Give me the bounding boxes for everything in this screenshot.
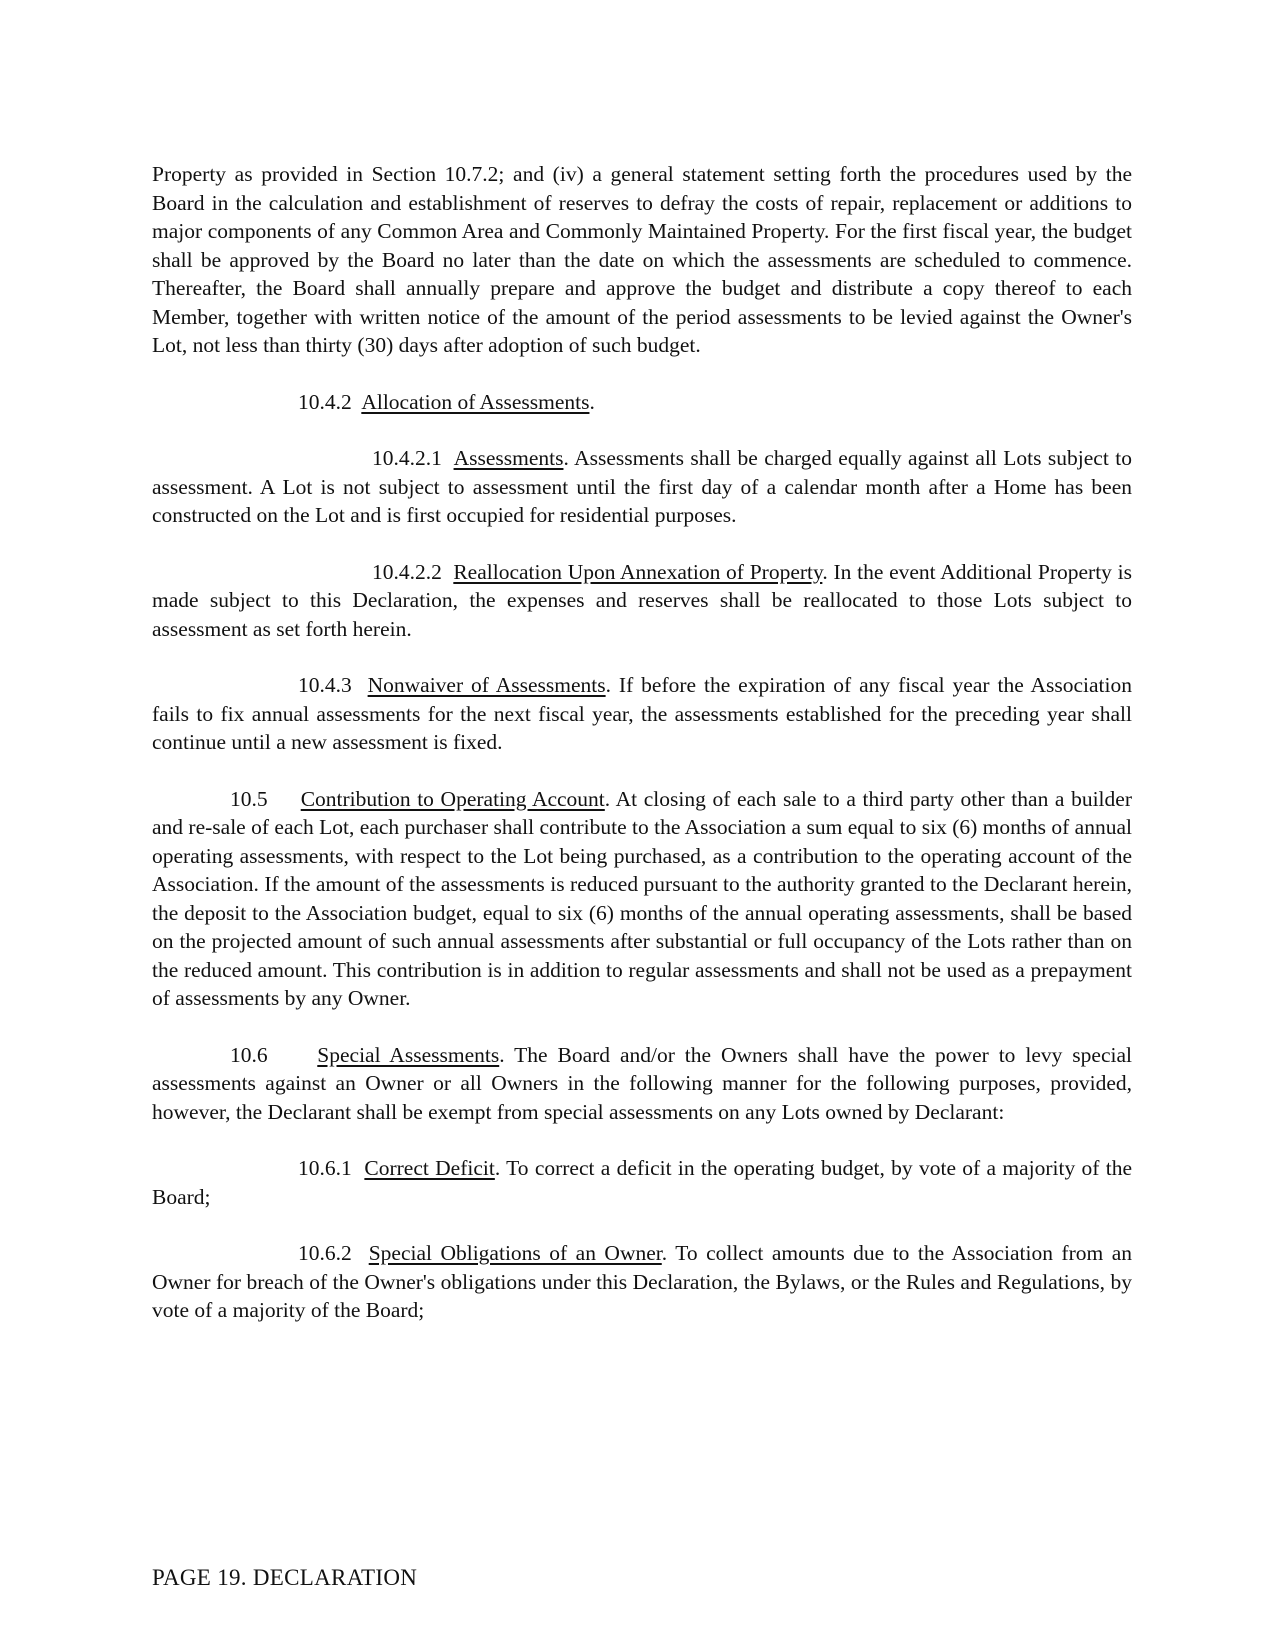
section-heading: Assessments <box>453 446 564 470</box>
section-10-4-2-1 <box>152 444 1132 530</box>
section-10-6-2 <box>152 1239 1132 1325</box>
section-text: . To collect amounts due to the Association from an Owner for breach of the Owner's obligations under this Declaration, the Bylaws, or the Rules and Regulations, by vote of a majority of the Board; <box>152 1241 1132 1322</box>
section-10-6-1 <box>152 1154 1132 1211</box>
section-10-5 <box>152 785 1132 1013</box>
section-text: . <box>589 389 595 414</box>
section-number: 10.6 <box>230 1042 268 1067</box>
section-10-4-2-2 <box>152 558 1132 644</box>
section-heading: Contribution to Operating Account <box>300 786 605 811</box>
section-heading: Reallocation Upon Annexation of Property <box>453 559 823 584</box>
section-heading: Nonwaiver of Assessments <box>367 673 606 697</box>
document-body <box>152 160 1132 1325</box>
section-number: 10.4.2 <box>298 389 352 414</box>
section-number: 10.5 <box>230 786 268 811</box>
section-10-6 <box>152 1041 1132 1127</box>
section-text: . To correct a deficit in the operating budget, by vote of a majority of the Board; <box>152 1156 1133 1209</box>
section-number: 10.4.2.2 <box>372 559 442 584</box>
section-number: 10.6.1 <box>298 1156 352 1180</box>
section-heading: Special Obligations of an Owner <box>368 1241 662 1265</box>
section-text: . If before the expiration of any fiscal year the Association fails to fix annual assessments for the next fiscal year, the assessments established for the preceding year shall continue until a new assessment is fixed. <box>152 673 1133 754</box>
section-heading: Allocation of Assessments <box>361 389 590 414</box>
section-number: 10.6.2 <box>298 1241 352 1265</box>
section-heading: Correct Deficit <box>364 1156 495 1180</box>
continuation-paragraph: Property as provided in Section 10.7.2; and (iv) a general statement setting forth the procedures used by the Board in the calculation and establishment of reserves to defray the costs of repair, replacement or additions to major components of any Common Area and Commonly Maintained Property. For the first fiscal year, the budget shall be approved by the Board no later than the date on which the assessments are scheduled to commence. Thereafter, the Board shall annually prepare and approve the budget and distribute a copy thereof to each Member, together with written notice of the amount of the period assessments to be levied against the Owner's Lot, not less than thirty (30) days after adoption of such budget. <box>152 162 1132 357</box>
section-number: 10.4.3 <box>298 673 352 697</box>
section-text: . In the event Additional Property is made subject to this Declaration, the expenses and reserves shall be reallocated to those Lots subject to assessment as set forth herein. <box>152 559 1132 641</box>
section-number: 10.4.2.1 <box>372 446 442 470</box>
section-text: . The Board and/or the Owners shall have the power to levy special assessments against an Owner or all Owners in the following manner for the following purposes, provided, however, the Declarant shall be exempt from special assessments on any Lots owned by Declarant: <box>152 1042 1132 1124</box>
section-text: . At closing of each sale to a third party other than a builder and re-sale of each Lot, each purchaser shall contribute to the Association a sum equal to six (6) months of annual operating assessments, with respect to the Lot being purchased, as a contribution to the operating account of the Association. If the amount of the assessments is reduced pursuant to the authority granted to the Declarant herein, the deposit to the Association budget, equal to six (6) months of the annual operating assessments, shall be based on the projected amount of such annual assessments after substantial or full occupancy of the Lots rather than on the reduced amount. This contribution is in addition to regular assessments and shall not be used as a prepayment of assessments by any Owner. <box>152 786 1132 1010</box>
page-footer: PAGE 19. DECLARATION <box>152 1565 418 1590</box>
section-heading: Special Assessments <box>317 1042 500 1067</box>
section-10-4-2 <box>152 388 1132 417</box>
section-10-4-3 <box>152 671 1132 757</box>
section-text: . Assessments shall be charged equally against all Lots subject to assessment. A Lot is not subject to assessment until the first day of a calendar month after a Home has been constructed on the Lot and is first occupied for residential purposes. <box>152 446 1132 527</box>
